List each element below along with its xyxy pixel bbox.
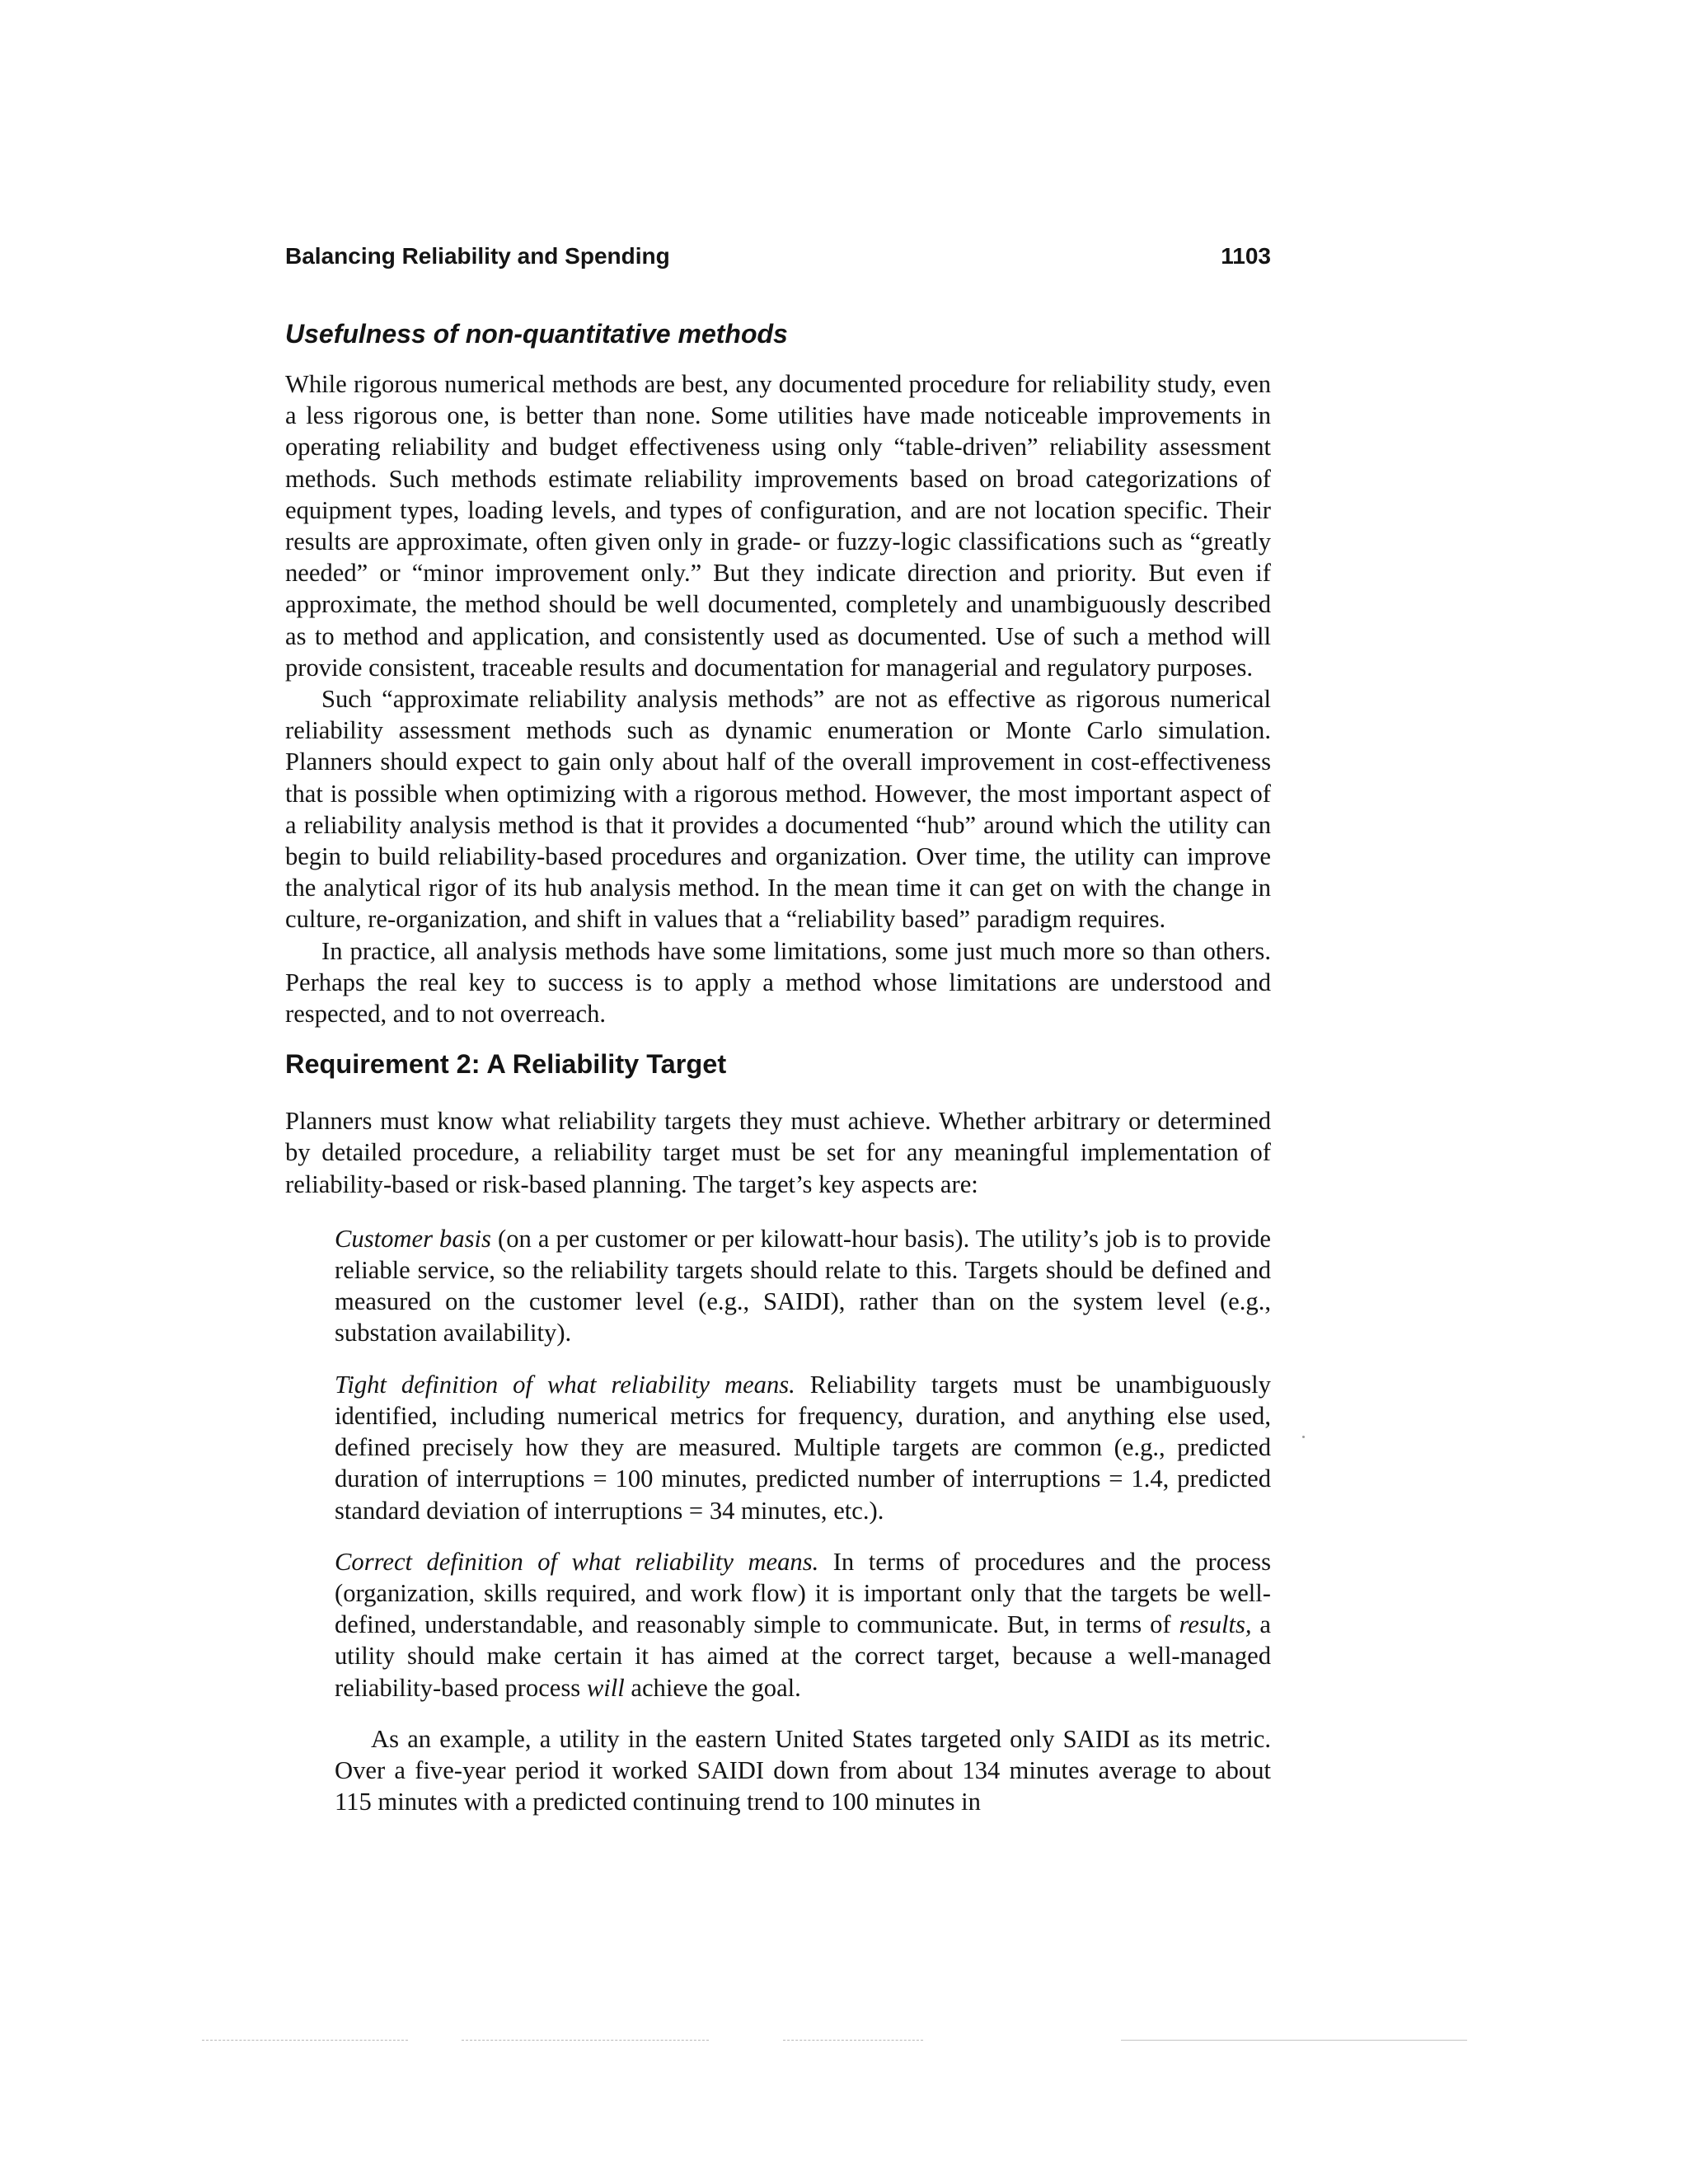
scan-artifact-line xyxy=(1121,2040,1467,2041)
emphasis-will: will xyxy=(586,1673,625,1702)
aspect-tight-definition xyxy=(335,1369,1271,1526)
aspect-correct-definition xyxy=(335,1546,1271,1704)
aspect-term: Customer basis xyxy=(335,1224,491,1253)
body-text xyxy=(285,316,1271,1817)
subsection-heading: Usefulness of non-quantitative methods xyxy=(285,319,788,349)
running-head xyxy=(285,240,1271,273)
aspect-customer-basis xyxy=(335,1223,1271,1349)
paragraph: While rigorous numerical methods are best, any documented procedure for reliability study, even a less rigorous one, is better than none. Some utilities have made noticeable improvements in operating reliability and budget effectiveness using only “table-driven” reliability assessment methods. Such methods estimate reliability improvements based on broad categorizations of equipment types, loading levels, and types of configuration, and are not location specific. Their results are approximate, often given only in grade- or fuzzy-logic classifications such as “greatly needed” or “minor improvement only.” But they indicate direction and priority. But even if approximate, the method should be well documented, completely and unambiguously described as to method and application, and consistently used as documented. Use of such a method will provide consistent, traceable results and documentation for managerial and regulatory purposes. xyxy=(285,370,1271,682)
aspect-text: a utility should make certain it has aimed at the correct target, because a well-managed reliability-based process xyxy=(335,1610,1271,1702)
scan-artifact-line xyxy=(783,2040,923,2041)
page-number: 1103 xyxy=(1221,243,1271,269)
aspect-text: Reliability targets must be unambiguously identified, including numerical metrics for frequency, duration, and anything else used, defined precisely how they are measured. Multiple targets are common (e.g., predicted duration of interruptions = 100 minutes, predicted number of interruptions = 1.4, predicted standard deviation of interruptions = 34 minutes, etc.). xyxy=(335,1370,1271,1525)
section-intro: Planners must know what reliability targets they must achieve. Whether arbitrary or determined by detailed procedure, a reliability target must be set for any meaningful implementation of reliability-based or risk-based planning. The target’s key aspects are: xyxy=(285,1107,1271,1198)
scan-artifact-line xyxy=(462,2040,709,2041)
aspect-text: (on a per customer or per kilowatt-hour basis). The utility’s job is to provide reliable service, so the reliability targets should relate to this. Targets should be defined and measured on the customer level (e.g., SAIDI), rather than on the system level (e.g., substation availability). xyxy=(335,1224,1271,1347)
target-aspects-list xyxy=(335,1223,1271,1817)
running-title: Balancing Reliability and Spending xyxy=(285,243,670,269)
scan-artifact-line xyxy=(202,2040,408,2041)
section-heading: Requirement 2: A Reliability Target xyxy=(285,1049,727,1080)
emphasis-results: results, xyxy=(1179,1610,1252,1639)
scan-speck xyxy=(1302,1436,1305,1438)
paragraph: Such “approximate reliability analysis methods” are not as effective as rigorous numerical reliability assessment methods such as dynamic enumeration or Monte Carlo simulation. Planners should expect to gain only about half of the overall improvement in cost-effectiveness that is possible when optimizing with a rigorous method. However, the most important aspect of a reliability analysis method is that it provides a documented “hub” around which the utility can begin to build reliability-based procedures and organization. Over time, the utility can improve the analytical rigor of its hub analysis method. In the mean time it can get on with the change in culture, re-organization, and shift in values that a “reliability based” paradigm requires. xyxy=(285,685,1271,934)
aspect-term: Tight definition of what reliability means. xyxy=(335,1370,795,1399)
aspect-text: achieve the goal. xyxy=(624,1673,801,1702)
example-paragraph: As an example, a utility in the eastern United States targeted only SAIDI as its metric. Over a five-year period it worked SAIDI down from about 134 minutes average to about 115 minutes with a predicted continuing trend to 100 minutes in xyxy=(335,1724,1271,1816)
paragraph: In practice, all analysis methods have some limitations, some just much more so than others. Perhaps the real key to success is to apply a method whose limitations are understood and respected, and to not overreach. xyxy=(285,936,1271,1029)
aspect-term: Correct definition of what reliability means. xyxy=(335,1547,819,1576)
aspect-text: In terms of procedures and the process (organization, skills required, and work flow) it is important only that the targets be well-defined, understandable, and reasonably simple to communicate. But, in terms of xyxy=(335,1547,1271,1639)
